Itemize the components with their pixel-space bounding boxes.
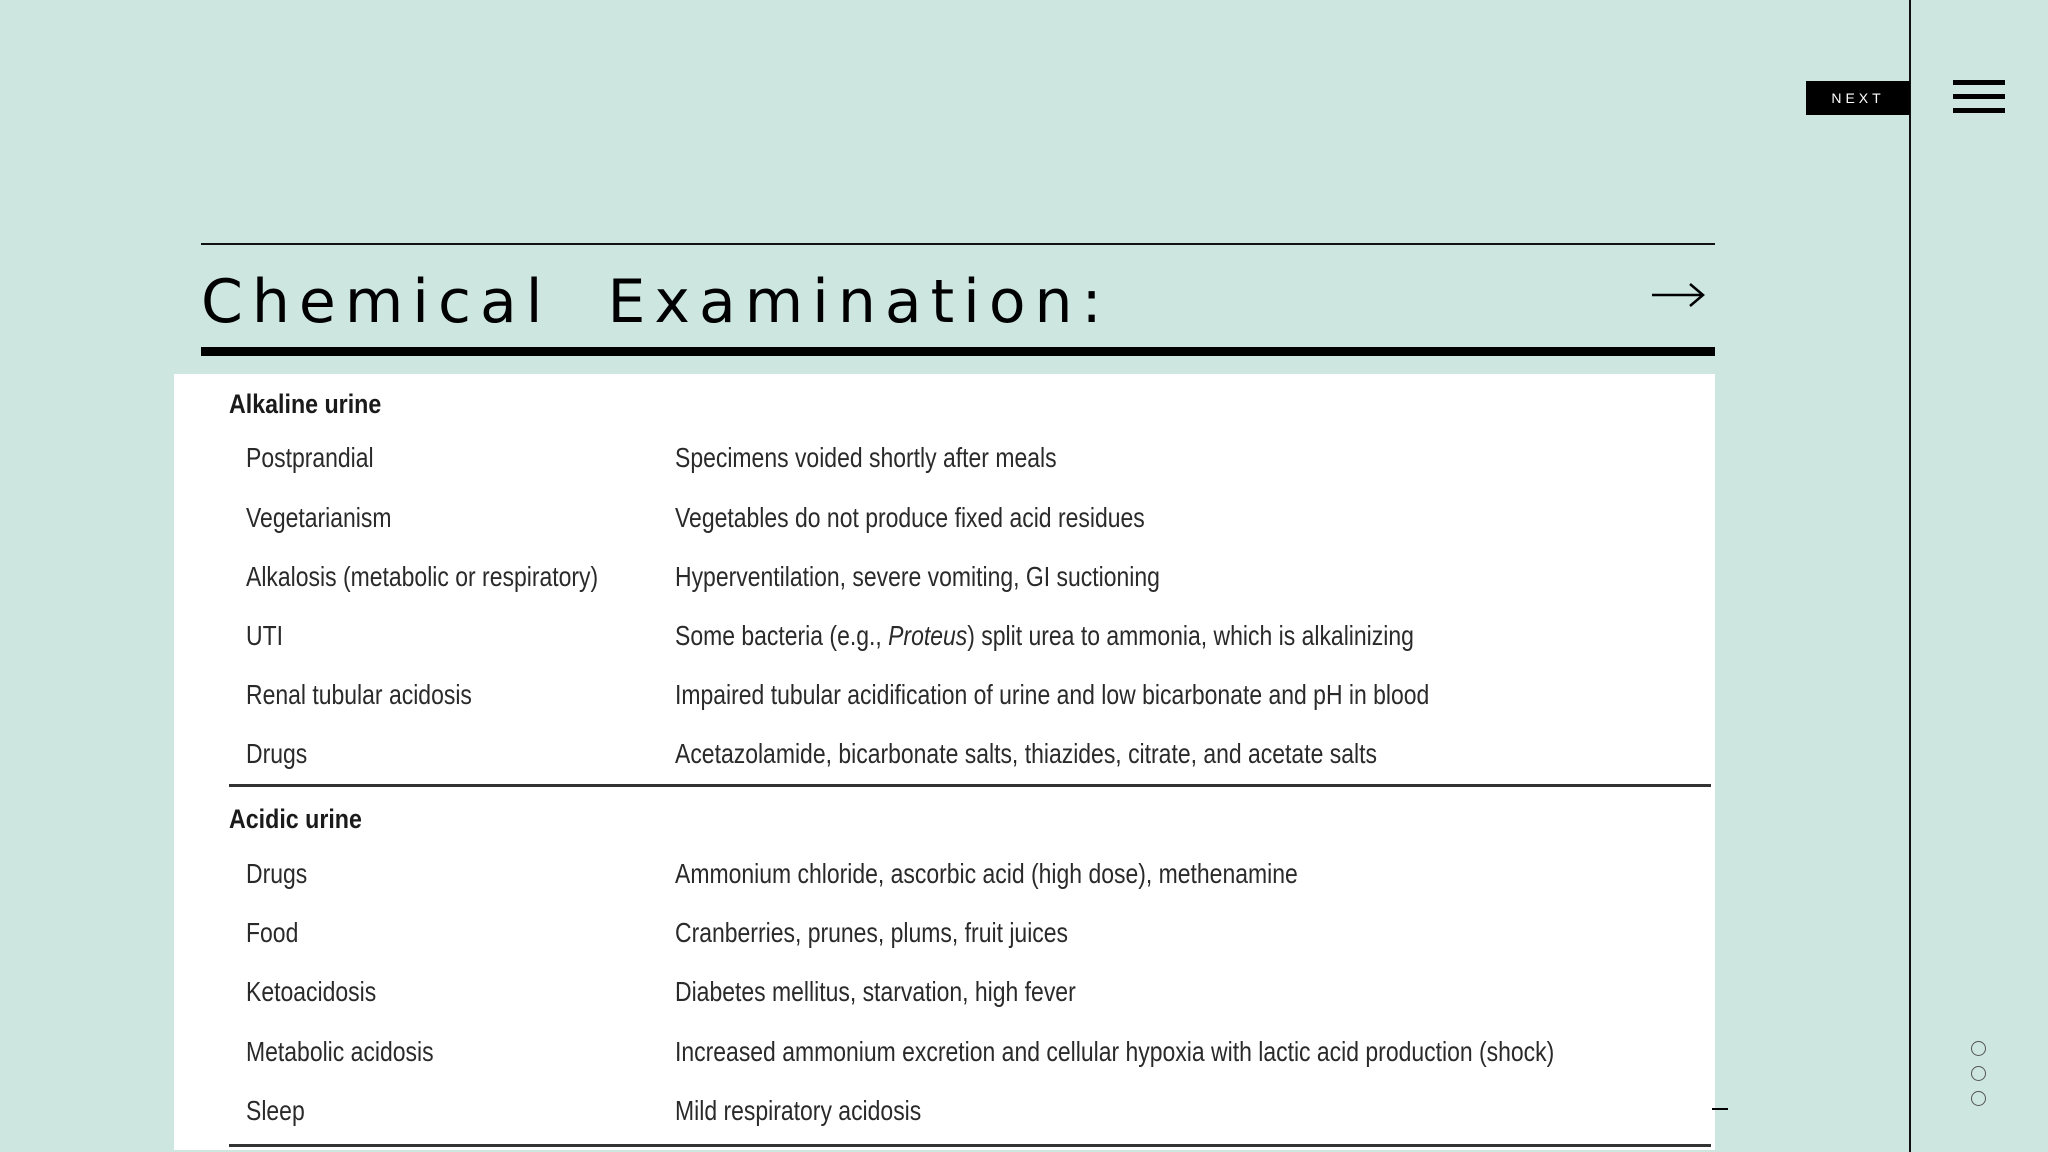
description-cell: Ammonium chloride, ascorbic acid (high dose), methenamine [675,858,1298,889]
table-row [174,917,1715,957]
description-cell: Specimens voided shortly after meals [675,442,1057,473]
table-row [174,738,1715,778]
menu-bar [1953,80,2005,85]
condition-cell: Postprandial [246,442,374,473]
description-cell: Hyperventilation, severe vomiting, GI suctioning [675,561,1160,592]
next-button[interactable]: NEXT [1806,81,1910,115]
table-row [174,976,1715,1016]
condition-cell: UTI [246,620,283,651]
title-top-rule [201,243,1715,245]
table-bottom-rule [229,1144,1711,1147]
condition-cell: Food [246,917,299,948]
condition-cell: Vegetarianism [246,502,392,533]
pager-dot[interactable] [1971,1091,1986,1106]
slide-pager [1971,1041,1991,1116]
description-cell: Impaired tubular acidification of urine and low bicarbonate and pH in blood [675,679,1430,710]
condition-cell: Renal tubular acidosis [246,679,472,710]
table-row [174,620,1715,660]
urine-ph-table [174,374,1715,1150]
slide-title: Chemical Examination: [201,267,1111,337]
description-cell: Some bacteria (e.g., Proteus) split urea to ammonia, which is alkalinizing [675,620,1414,651]
menu-bar [1953,94,2005,99]
section-divider [229,784,1711,787]
condition-cell: Sleep [246,1095,305,1126]
table-row [174,502,1715,542]
menu-bar [1953,108,2005,113]
right-arrow-icon[interactable] [1650,280,1706,310]
right-divider-line [1909,0,1911,1152]
title-bottom-rule [201,347,1715,356]
condition-cell: Ketoacidosis [246,976,377,1007]
description-cell: Diabetes mellitus, starvation, high fever [675,976,1076,1007]
table-row [174,858,1715,898]
corner-dash [1712,1108,1728,1110]
table-row [174,679,1715,719]
pager-dot[interactable] [1971,1066,1986,1081]
description-cell: Acetazolamide, bicarbonate salts, thiazides, citrate, and acetate salts [675,738,1377,769]
hamburger-menu-icon[interactable] [1953,80,2005,116]
table-row [174,561,1715,601]
condition-cell: Metabolic acidosis [246,1036,434,1067]
table-row [174,1095,1715,1135]
table-row [174,1036,1715,1076]
description-cell: Vegetables do not produce fixed acid residues [675,502,1145,533]
section-heading-alkaline: Alkaline urine [229,389,382,419]
description-cell: Increased ammonium excretion and cellular hypoxia with lactic acid production (shock) [675,1036,1555,1067]
pager-dot[interactable] [1971,1041,1986,1056]
description-cell: Cranberries, prunes, plums, fruit juices [675,917,1069,948]
condition-cell: Drugs [246,858,308,889]
table-row [174,442,1715,482]
condition-cell: Alkalosis (metabolic or respiratory) [246,561,599,592]
condition-cell: Drugs [246,738,308,769]
section-heading-acidic: Acidic urine [229,804,362,834]
description-cell: Mild respiratory acidosis [675,1095,922,1126]
